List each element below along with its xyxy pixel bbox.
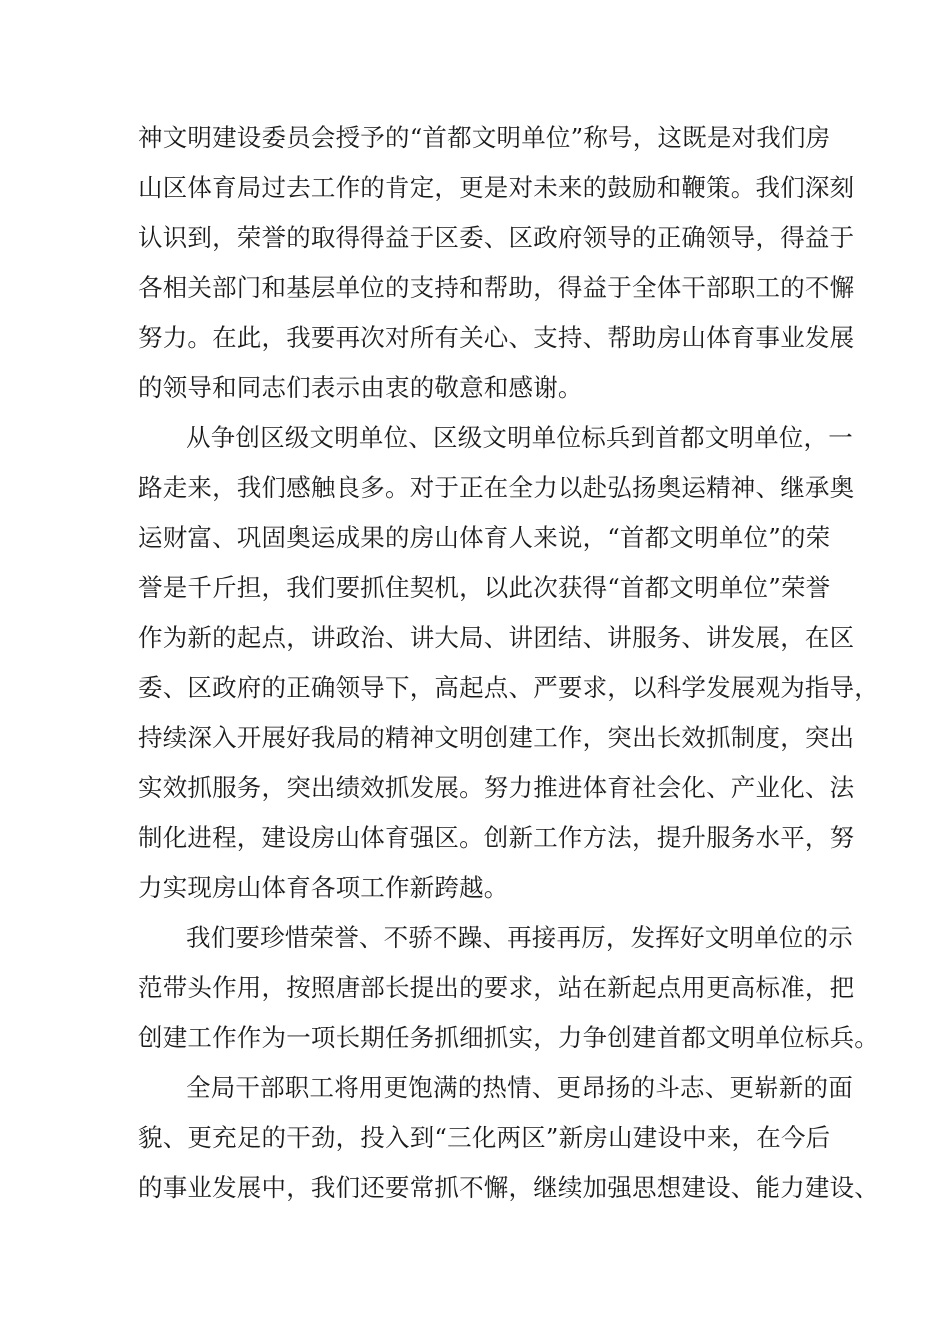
text-line: 制化进程，建设房山体育强区。创新工作方法，提升服务水平，努: [138, 823, 855, 852]
text-line: 努力。在此，我要再次对所有关心、支持、帮助房山体育事业发展: [138, 323, 855, 352]
text-line: 的事业发展中，我们还要常抓不懈，继续加强思想建设、能力建设、: [138, 1173, 879, 1202]
text-line: 作为新的起点，讲政治、讲大局、讲团结、讲服务、讲发展，在区: [138, 623, 855, 652]
paragraph-first-line: 从争创区级文明单位、区级文明单位标兵到首都文明单位，一: [186, 423, 853, 452]
text-line: 范带头作用，按照唐部长提出的要求，站在新起点用更高标准，把: [138, 973, 855, 1002]
text-line: 的领导和同志们表示由衷的敬意和感谢。: [138, 373, 583, 402]
text-line: 力实现房山体育各项工作新跨越。: [138, 873, 509, 902]
text-line: 实效抓服务，突出绩效抓发展。努力推进体育社会化、产业化、法: [138, 773, 855, 802]
text-line: 持续深入开展好我局的精神文明创建工作，突出长效抓制度，突出: [138, 723, 855, 752]
text-line: 认识到，荣誉的取得得益于区委、区政府领导的正确领导，得益于: [138, 223, 855, 252]
text-line: 路走来，我们感触良多。对于正在全力以赴弘扬奥运精神、继承奥: [138, 473, 855, 502]
paragraph-first-line: 全局干部职工将用更饱满的热情、更昂扬的斗志、更崭新的面: [186, 1073, 853, 1102]
text-line: 创建工作作为一项长期任务抓细抓实，力争创建首都文明单位标兵。: [138, 1023, 879, 1052]
text-line: 山区体育局过去工作的肯定，更是对未来的鼓励和鞭策。我们深刻: [138, 173, 855, 202]
text-line: 委、区政府的正确领导下，高起点、严要求，以科学发展观为指导，: [138, 673, 879, 702]
text-line: 貌、更充足的干劲，投入到“三化两区”新房山建设中来，在今后: [138, 1123, 831, 1152]
text-line: 运财富、巩固奥运成果的房山体育人来说，“首都文明单位”的荣: [138, 523, 831, 552]
paragraph-first-line: 我们要珍惜荣誉、不骄不躁、再接再厉，发挥好文明单位的示: [186, 923, 853, 952]
text-line: 各相关部门和基层单位的支持和帮助，得益于全体干部职工的不懈: [138, 273, 855, 302]
text-line: 神文明建设委员会授予的“首都文明单位”称号，这既是对我们房: [138, 123, 831, 152]
text-line: 誉是千斤担，我们要抓住契机，以此次获得“首都文明单位”荣誉: [138, 573, 831, 602]
